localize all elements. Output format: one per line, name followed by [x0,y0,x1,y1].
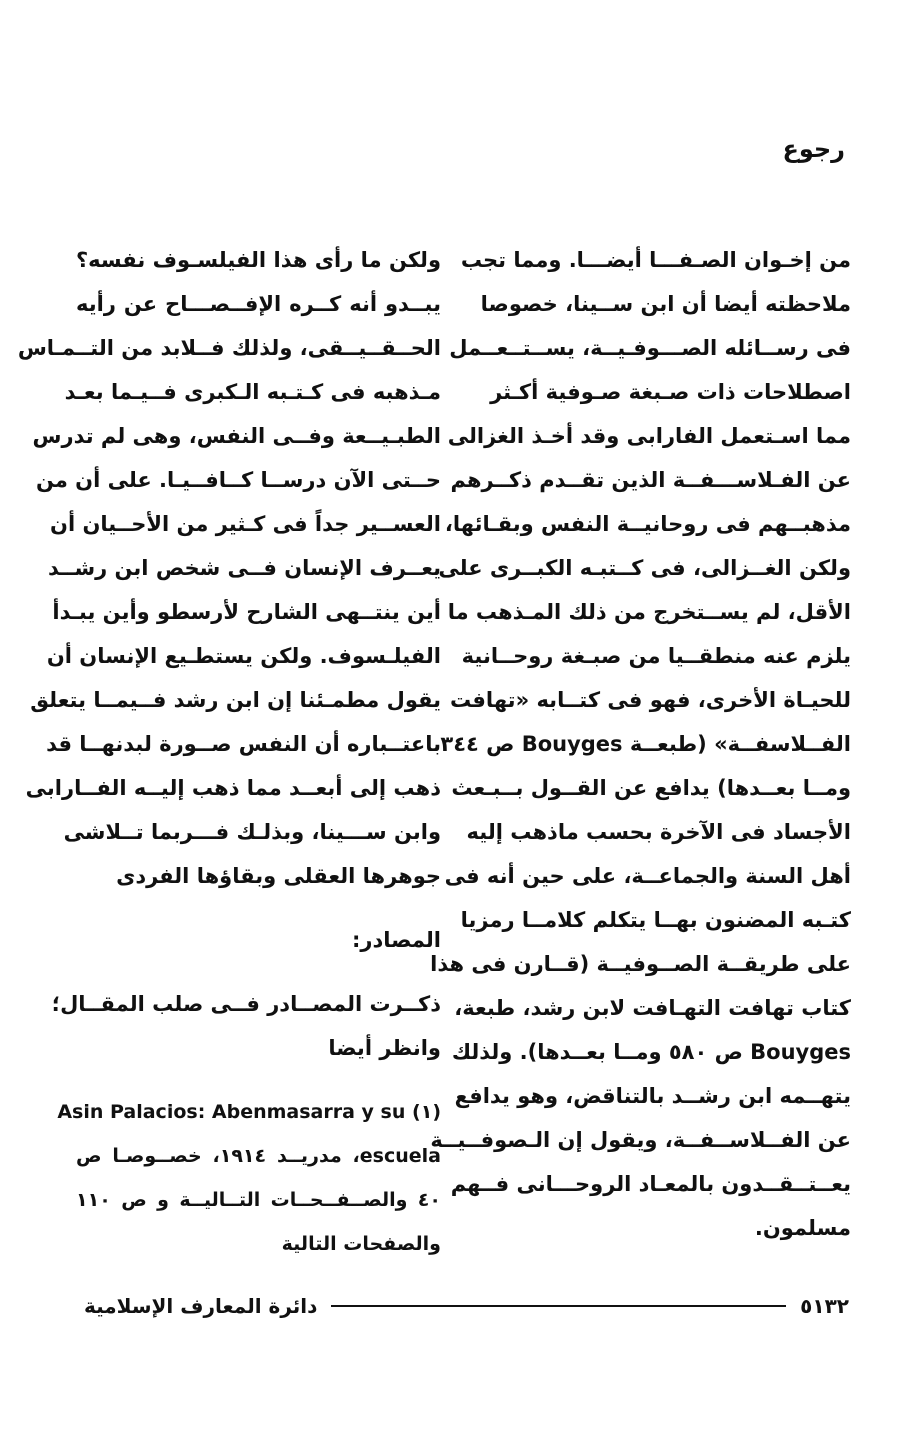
text-line: مما اسـتعمل الفارابى وقد أخـذ الغزالى [447,424,851,448]
footer-rule [331,1305,786,1307]
text-line: للحيـاة الأخرى، فهو فى كتــابه «تهافت [449,688,851,712]
text-line: باعتــباره أن النفس صــورة لبدنهــا قد [46,732,441,756]
right-column [430,238,851,1250]
text-line: كتـبه المضنون بهــا يتكلم كلامــا رمزيا [460,908,851,932]
text-line: أهل السنة والجماعــة، على حين أنه فى [444,864,851,888]
text-line: عن الفـلاســـفــة الذين تقــدم ذكــرهم [450,468,851,492]
sources-text-line: وانظر أيضا [328,1036,441,1060]
text-line: الطبـيــعة وفــى النفس، وهى لم تدرس [32,424,441,448]
text-line: الحــقــيــقى، ولذلك فــلابد من التــمـاس [17,336,441,360]
reference-line: والصفحات التالية [281,1233,441,1255]
text-line: يعــتــقــدون بالمعـاد الروحـــانى فــهم [450,1172,851,1196]
text-line: فى رســائله الصـــوفـيــة، يســتــعــمل [449,336,851,360]
text-line: الفــلاسفــة» (طبعــة Bouyges ص ٣٤٤ [440,732,851,756]
text-line: أين ينتــهى الشارح لأرسطو وأين يبـدأ [52,600,441,624]
text-line: مذهبــهم فى روحانيــة النفس وبقـائها، [444,512,851,536]
text-line: من إخـوان الصـفـــا أيضـــا. ومما تجب [460,248,851,272]
text-line: اصطلاحات ذات صـبغة صـوفية أكـثر [490,380,851,404]
sources-heading: المصادر: [351,928,441,952]
text-line: ولكن ما رأى هذا الفيلسـوف نفسه؟ [76,248,441,272]
text-line: مـذهبه فى كـتـبه الـكبرى فــيـما بعـد [64,380,441,404]
text-line: ذهب إلى أبعــد مما ذهب إليــه الفــارابى [25,776,441,800]
reference-line: (١) Asin Palacios: Abenmasarra y su [57,1101,441,1123]
text-line: يعــرف الإنسان فــى شخص ابن رشــد [47,556,441,580]
text-line: جوهرها العقلى وبقاؤها الفردى [116,864,441,888]
text-line: ملاحظته أيضا أن ابن ســينا، خصوصا [480,292,851,316]
page-number: ٥١٣٢ [800,1294,849,1318]
text-line: على طريقــة الصــوفيــة (قــارن فى هذا [430,952,851,976]
text-line: يبــدو أنه كــره الإفــصـــاح عن رأيه [76,292,441,316]
text-line: عن الفــلاســفــة، ويقول إن الـصوفــيــة [430,1128,851,1152]
spacer [76,962,441,982]
text-line: كتاب تهافت التهـافت لابن رشد، طبعة، [454,996,851,1020]
reference-line: ٤٠ والصــفــحــات التــاليــة و ص ١١٠ [76,1189,441,1211]
text-line: وابن ســـينا، وبذلـك فـــربما تــلاشى [63,820,441,844]
text-line: يلزم عنه منطقــيا من صبـغة روحــانية [461,644,851,668]
text-line: مسلمون. [754,1216,851,1240]
running-header: رجوع [782,135,845,163]
text-line: الأقل، لم يســتخرج من ذلك المـذهب ما [447,600,851,624]
text-line: ومــا بعــدها) يدافع عن القــول بــبـعث [451,776,851,800]
text-line: الأجساد فى الآخرة بحسب ماذهب إليه [466,820,851,844]
page-footer [84,1286,849,1326]
reference-line: escuela، مدريــد ١٩١٤، خصــوصـا ص [76,1145,441,1167]
text-line: ولكن الغــزالى، فى كــتبـه الكبــرى على [438,556,851,580]
text-line: يتهــمه ابن رشــد بالتناقض، وهو يدافع [454,1084,851,1108]
spacer [76,1070,441,1090]
left-column [17,238,441,1266]
text-line: حــتى الآن درســا كــافــيـا. على أن من [35,468,441,492]
text-line: الفيلـسوف. ولكن يستطـيع الإنسان أن [46,644,441,668]
text-line: Bouyges ص ٥٨٠ ومــا بعــدها). ولذلك [451,1040,851,1064]
text-line: يقول مطمـئنا إن ابن رشد فــيمــا يتعلق [30,688,441,712]
sources-text-line: ذكــرت المصــادر فــى صلب المقــال؛ [51,992,441,1016]
journal-title: دائرة المعارف الإسلامية [84,1294,318,1318]
text-line: العســير جداً فى كـثير من الأحــيان أن [50,512,441,536]
